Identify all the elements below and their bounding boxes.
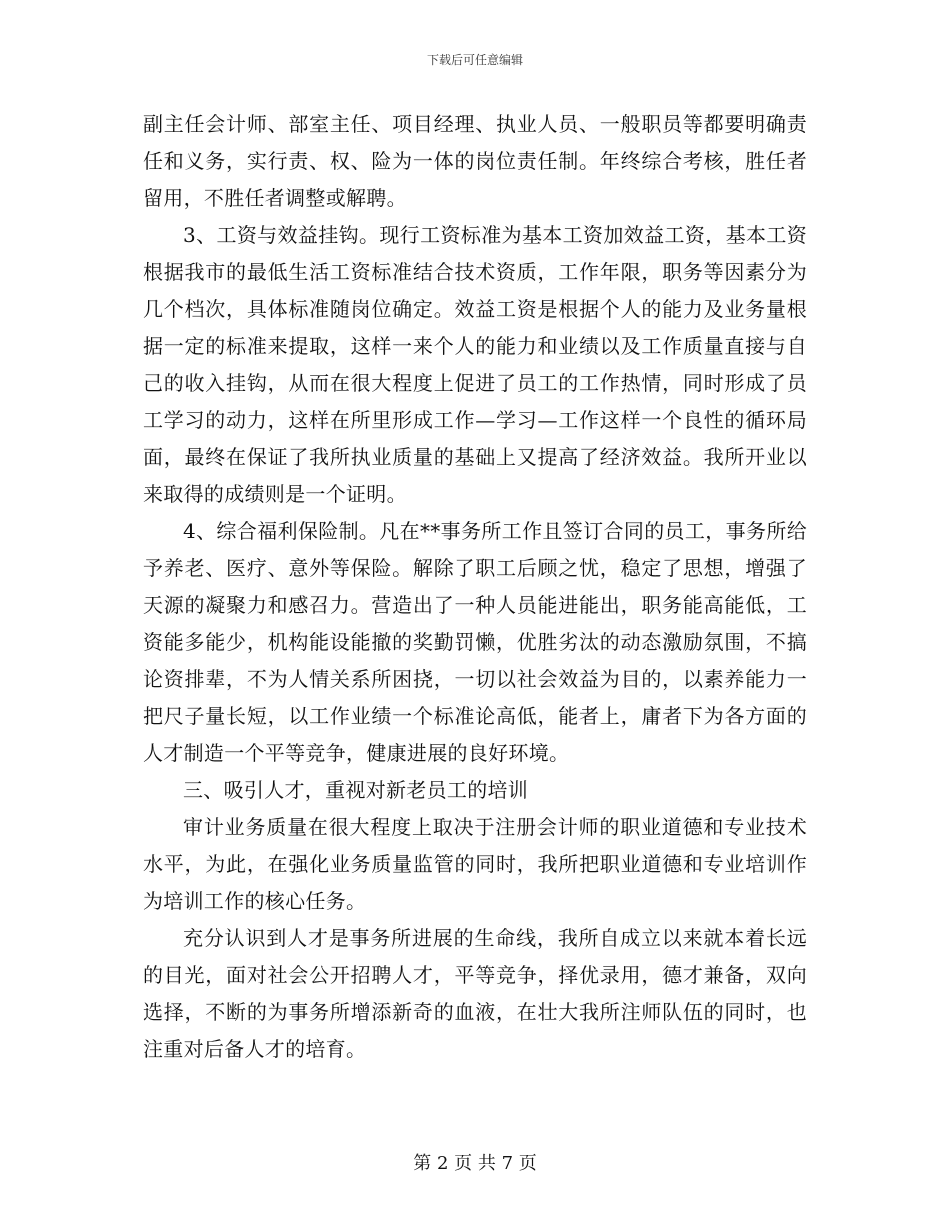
page-number: 第 2 页 共 7 页 — [413, 1153, 537, 1174]
paragraph-responsibility: 副主任会计师、部室主任、项目经理、执业人员、一般职员等都要明确责任和义务，实行责、权、险为一体的岗位责任制。年终综合考核，胜任者留用，不胜任者调整或解聘。 — [143, 112, 807, 210]
paragraph-audit-quality: 审计业务质量在很大程度上取决于注册会计师的职业道德和专业技术水平，为此，在强化业务质量监管的同时，我所把职业道德和专业培训作为培训工作的核心任务。 — [143, 815, 807, 913]
section-heading-training: 三、吸引人才，重视对新老员工的培训 — [183, 778, 529, 802]
paragraph-welfare: 4、综合福利保险制。凡在**事务所工作且签订合同的员工，事务所给予养老、医疗、意外等保险。解除了职工后顾之忧，稳定了思想，增强了天源的凝聚力和感召力。营造出了一种人员能进能出，职务能高能低，工资能多能少，机构能设能撤的奖勤罚懒，优胜劣汰的动态激励氛围，不搞论资排辈，不为人情关系所困挠，一切以社会效益为目的，以素养能力一把尺子量长短，以工作业绩一个标准论高低，能者上，庸者下为各方面的人才制造一个平等竞争，健康进展的良好环境。 — [143, 519, 807, 765]
paragraph-salary: 3、工资与效益挂钩。现行工资标准为基本工资加效益工资，基本工资根据我市的最低生活工资标准结合技术资质，工作年限，职务等因素分为几个档次，具体标准随岗位确定。效益工资是根据个人的能力及业务量根据一定的标准来提取，这样一来个人的能力和业绩以及工作质量直接与自己的收入挂钩，从而在很大程度上促进了员工的工作热情，同时形成了员工学习的动力，这样在所里形成工作—学习—工作这样一个良性的循环局面，最终在保证了我所执业质量的基础上又提高了经济效益。我所开业以来取得的成绩则是一个证明。 — [143, 223, 807, 506]
page-header: 下载后可任意编辑 — [426, 53, 523, 67]
document-body — [143, 106, 807, 1068]
paragraph-talent: 充分认识到人才是事务所进展的生命线，我所自成立以来就本着长远的目光，面对社会公开招聘人才，平等竞争，择优录用，德才兼备，双向选择，不断的为事务所增添新奇的血液，在壮大我所注师队伍的同时，也注重对后备人才的培育。 — [143, 926, 807, 1061]
